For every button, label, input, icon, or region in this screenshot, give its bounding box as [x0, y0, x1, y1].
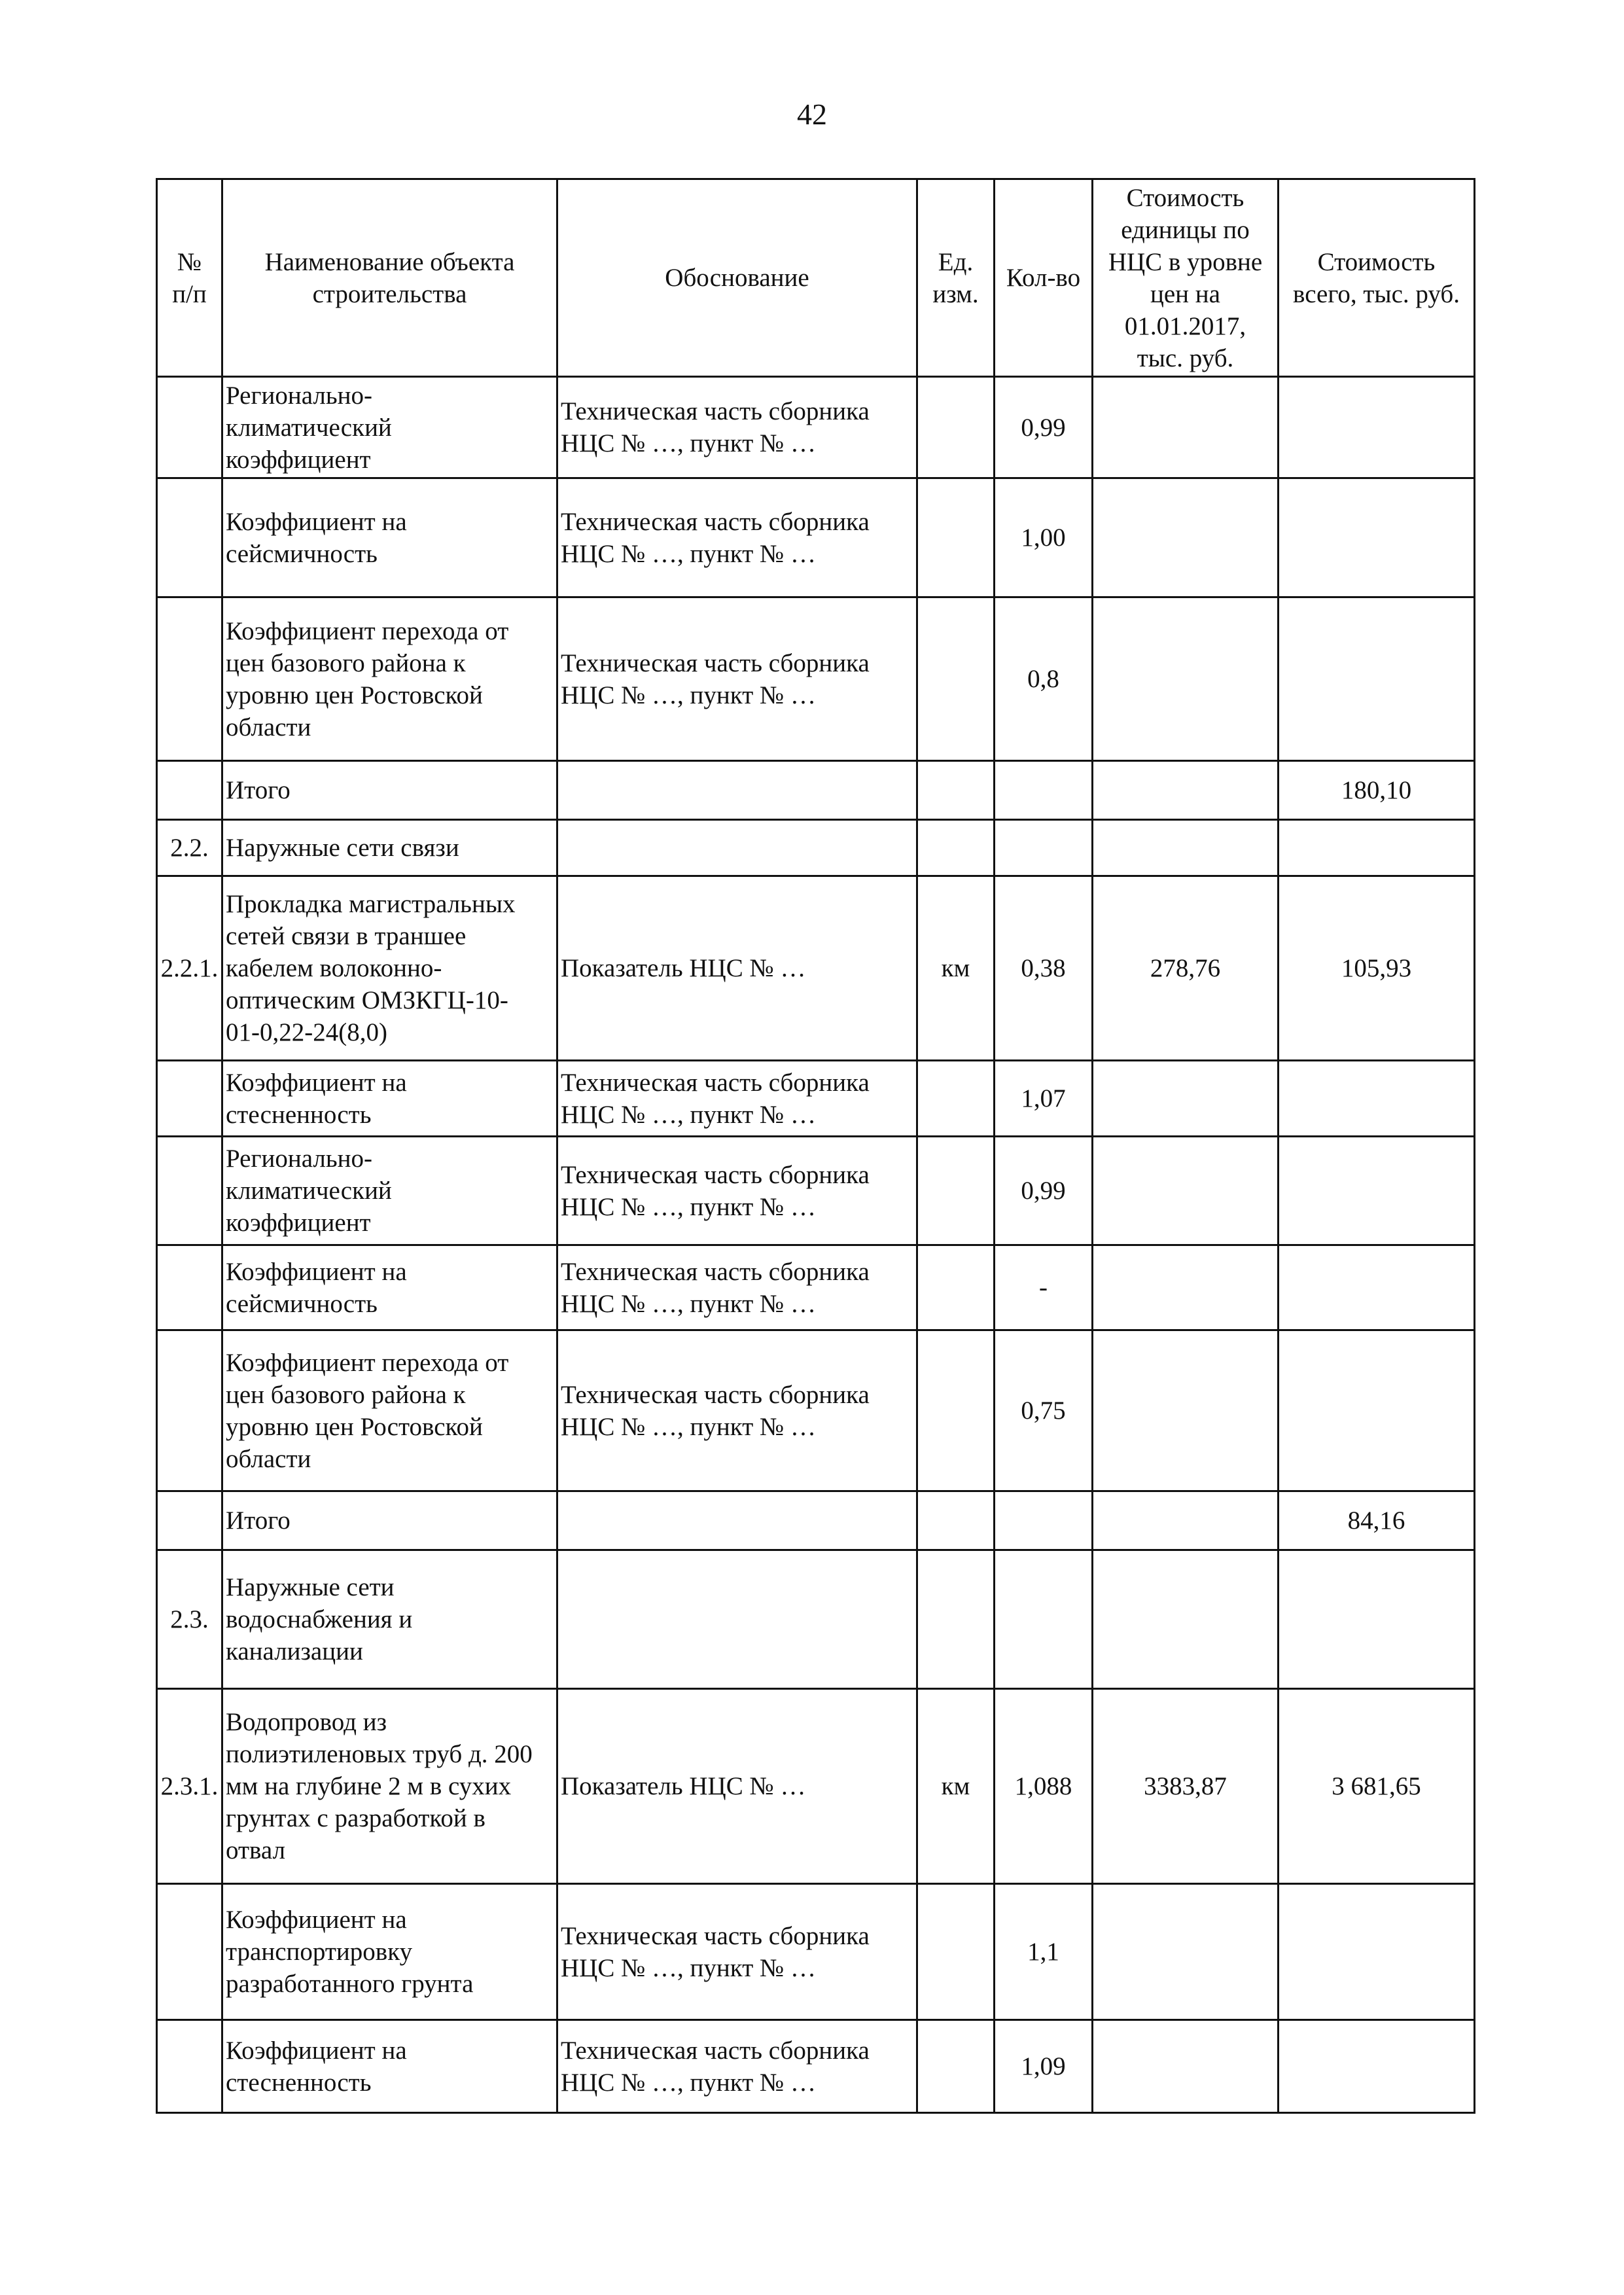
- table-row: [157, 1491, 1475, 1550]
- table-row: [157, 1884, 1475, 2020]
- cell-basis: Техническая часть сборника НЦС № …, пункт № …: [557, 2020, 917, 2113]
- table-row: [157, 1245, 1475, 1330]
- cell-price: [1093, 478, 1279, 597]
- cell-name: Коэффициент на сейсмичность: [222, 1245, 557, 1330]
- cell-unit: [917, 1245, 995, 1330]
- cell-total: [1279, 1550, 1475, 1689]
- cell-total: 105,93: [1279, 876, 1475, 1061]
- table-row: [157, 1550, 1475, 1689]
- cell-total: 180,10: [1279, 761, 1475, 820]
- cell-unit: [917, 2020, 995, 2113]
- cell-name: Коэффициент перехода от цен базового района к уровню цен Ростовской области: [222, 597, 557, 761]
- cell-total: 84,16: [1279, 1491, 1475, 1550]
- cell-qty: 0,75: [995, 1330, 1093, 1491]
- cell-unit: [917, 377, 995, 478]
- cell-name: Водопровод из полиэтиленовых труб д. 200 мм на глубине 2 м в сухих грунтах с разработкой в отвал: [222, 1689, 557, 1884]
- cell-price: [1093, 377, 1279, 478]
- cell-price: 278,76: [1093, 876, 1279, 1061]
- cell-basis: Показатель НЦС № …: [557, 876, 917, 1061]
- cell-name: Наружные сети связи: [222, 820, 557, 876]
- cell-unit: [917, 820, 995, 876]
- cost-table: [156, 178, 1475, 2114]
- cell-num: [157, 597, 222, 761]
- cell-num: 2.2.1.: [157, 876, 222, 1061]
- cell-basis: Техническая часть сборника НЦС № …, пункт № …: [557, 1061, 917, 1137]
- table-row: [157, 1061, 1475, 1137]
- cell-total: [1279, 820, 1475, 876]
- cell-num: [157, 478, 222, 597]
- table-header-row: [157, 179, 1475, 377]
- cell-unit: [917, 1491, 995, 1550]
- cell-name: Коэффициент перехода от цен базового района к уровню цен Ростовской области: [222, 1330, 557, 1491]
- header-name: Наименование объекта строительства: [222, 179, 557, 377]
- cell-price: [1093, 1137, 1279, 1245]
- cell-name: Регионально- климатический коэффициент: [222, 1137, 557, 1245]
- cell-total: [1279, 597, 1475, 761]
- cell-name: Регионально- климатический коэффициент: [222, 377, 557, 478]
- cell-num: [157, 1330, 222, 1491]
- cell-total: [1279, 1330, 1475, 1491]
- header-price: Стоимость единицы по НЦС в уровне цен на 01.01.2017, тыс. руб.: [1093, 179, 1279, 377]
- cell-basis: [557, 1550, 917, 1689]
- cell-num: [157, 1884, 222, 2020]
- cell-num: [157, 761, 222, 820]
- cell-price: [1093, 820, 1279, 876]
- header-basis: Обоснование: [557, 179, 917, 377]
- table-row: [157, 1689, 1475, 1884]
- cell-price: [1093, 1061, 1279, 1137]
- cell-name: Коэффициент на сейсмичность: [222, 478, 557, 597]
- cell-unit: [917, 478, 995, 597]
- cell-total: [1279, 377, 1475, 478]
- table-row: [157, 377, 1475, 478]
- header-total: Стоимость всего, тыс. руб.: [1279, 179, 1475, 377]
- cell-total: [1279, 1137, 1475, 1245]
- cell-basis: Техническая часть сборника НЦС № …, пункт № …: [557, 1137, 917, 1245]
- cell-basis: [557, 820, 917, 876]
- cell-price: [1093, 2020, 1279, 2113]
- table-row: [157, 1330, 1475, 1491]
- cell-price: [1093, 1245, 1279, 1330]
- cell-qty: [995, 820, 1093, 876]
- cell-unit: [917, 761, 995, 820]
- table-row: [157, 820, 1475, 876]
- cell-total: [1279, 1884, 1475, 2020]
- cell-price: [1093, 1550, 1279, 1689]
- table-row: [157, 2020, 1475, 2113]
- cell-num: [157, 2020, 222, 2113]
- cell-total: 3 681,65: [1279, 1689, 1475, 1884]
- cell-basis: Техническая часть сборника НЦС № …, пункт № …: [557, 597, 917, 761]
- cell-basis: Техническая часть сборника НЦС № …, пункт № …: [557, 1884, 917, 2020]
- cell-basis: Техническая часть сборника НЦС № …, пункт № …: [557, 377, 917, 478]
- cell-price: [1093, 761, 1279, 820]
- cell-name: Коэффициент на стесненность: [222, 2020, 557, 2113]
- cell-qty: 1,07: [995, 1061, 1093, 1137]
- cell-unit: [917, 1137, 995, 1245]
- cell-unit: км: [917, 1689, 995, 1884]
- cell-name: Коэффициент на транспортировку разработанного грунта: [222, 1884, 557, 2020]
- cell-qty: 1,09: [995, 2020, 1093, 2113]
- cell-basis: Техническая часть сборника НЦС № …, пункт № …: [557, 1330, 917, 1491]
- cell-price: [1093, 1491, 1279, 1550]
- table-row: [157, 876, 1475, 1061]
- page-number: 42: [797, 98, 827, 131]
- cell-name: Коэффициент на стесненность: [222, 1061, 557, 1137]
- table-row: [157, 597, 1475, 761]
- cell-price: [1093, 1330, 1279, 1491]
- cell-basis: Техническая часть сборника НЦС № …, пункт № …: [557, 478, 917, 597]
- cell-num: [157, 1061, 222, 1137]
- header-num: № п/п: [157, 179, 222, 377]
- cell-qty: 0,38: [995, 876, 1093, 1061]
- cell-name: Наружные сети водоснабжения и канализации: [222, 1550, 557, 1689]
- cell-qty: 1,00: [995, 478, 1093, 597]
- header-unit: Ед. изм.: [917, 179, 995, 377]
- cell-num: 2.3.: [157, 1550, 222, 1689]
- cell-basis: [557, 1491, 917, 1550]
- cell-price: [1093, 597, 1279, 761]
- cell-name: Итого: [222, 761, 557, 820]
- cell-price: [1093, 1884, 1279, 2020]
- cell-num: [157, 1245, 222, 1330]
- cell-unit: [917, 1884, 995, 2020]
- cell-qty: 1,1: [995, 1884, 1093, 2020]
- cell-total: [1279, 1061, 1475, 1137]
- cell-qty: [995, 761, 1093, 820]
- cell-qty: [995, 1491, 1093, 1550]
- cell-unit: [917, 597, 995, 761]
- cell-qty: 0,99: [995, 377, 1093, 478]
- cell-qty: [995, 1550, 1093, 1689]
- cell-qty: -: [995, 1245, 1093, 1330]
- table-row: [157, 761, 1475, 820]
- cell-basis: [557, 761, 917, 820]
- table-row: [157, 1137, 1475, 1245]
- cell-total: [1279, 1245, 1475, 1330]
- cell-unit: [917, 1550, 995, 1689]
- cell-unit: [917, 1330, 995, 1491]
- table-row: [157, 478, 1475, 597]
- header-qty: Кол-во: [995, 179, 1093, 377]
- cell-qty: 1,088: [995, 1689, 1093, 1884]
- cell-num: [157, 1491, 222, 1550]
- cell-qty: 0,8: [995, 597, 1093, 761]
- cell-total: [1279, 478, 1475, 597]
- cell-num: [157, 1137, 222, 1245]
- cell-num: [157, 377, 222, 478]
- cell-total: [1279, 2020, 1475, 2113]
- cell-name: Прокладка магистральных сетей связи в траншее кабелем волоконно- оптическим ОМЗКГЦ-10- 01-0,22-24(8,0): [222, 876, 557, 1061]
- cell-basis: Техническая часть сборника НЦС № …, пункт № …: [557, 1245, 917, 1330]
- cell-unit: км: [917, 876, 995, 1061]
- cell-name: Итого: [222, 1491, 557, 1550]
- cell-price: 3383,87: [1093, 1689, 1279, 1884]
- cell-num: 2.2.: [157, 820, 222, 876]
- cell-basis: Показатель НЦС № …: [557, 1689, 917, 1884]
- cell-unit: [917, 1061, 995, 1137]
- cell-num: 2.3.1.: [157, 1689, 222, 1884]
- cell-qty: 0,99: [995, 1137, 1093, 1245]
